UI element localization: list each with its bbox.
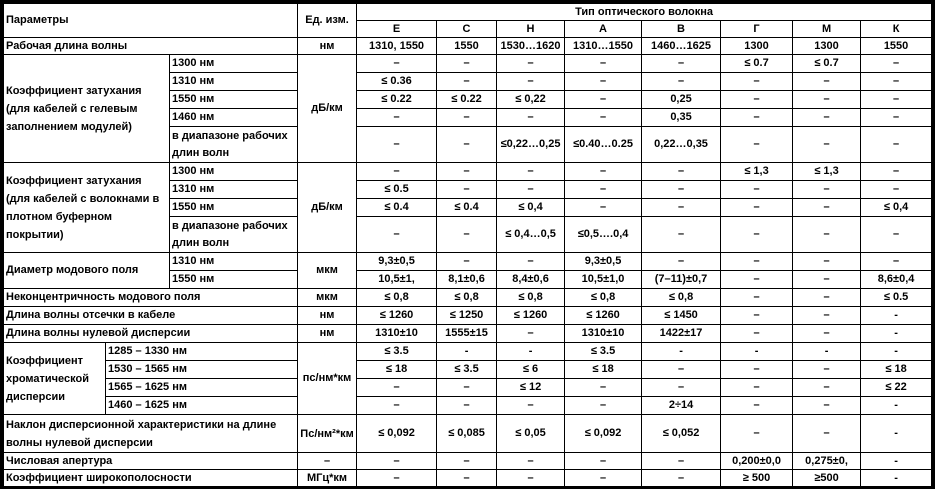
value-cell: –	[793, 109, 861, 127]
unit-cell: мкм	[298, 289, 357, 307]
value-cell: ≤ 0.5	[357, 181, 437, 199]
unit-cell: Пс/нм²*км	[298, 415, 357, 453]
value-cell: -	[861, 470, 932, 487]
row-zero_disp	[4, 325, 932, 343]
value-cell: –	[721, 181, 793, 199]
sub-label: 1530 – 1565 нм	[106, 361, 298, 379]
value-cell: ≤ 12	[497, 379, 565, 397]
row-chrom-0	[4, 343, 932, 361]
sub-label: 1565 – 1625 нм	[106, 379, 298, 397]
value-cell: ≤ 1,3	[721, 163, 793, 181]
sub-label: 1310 нм	[170, 73, 298, 91]
sub-label: в диапазоне рабочих длин волн	[170, 127, 298, 163]
value-cell: 0,22…0,35	[642, 127, 721, 163]
value-cell: –	[565, 181, 642, 199]
value-cell: –	[721, 379, 793, 397]
value-cell: –	[437, 379, 497, 397]
value-cell: –	[793, 217, 861, 253]
value-cell: 0,35	[642, 109, 721, 127]
value-cell: –	[793, 325, 861, 343]
value-cell: -	[861, 453, 932, 470]
header-type-6: М	[793, 21, 861, 38]
row-wavelength	[4, 38, 932, 55]
unit-cell: мкм	[298, 253, 357, 289]
value-cell: –	[793, 199, 861, 217]
value-cell: 8,6±0,4	[861, 271, 932, 289]
header-params: Параметры	[4, 4, 298, 38]
value-cell: ≤0,5….0,4	[565, 217, 642, 253]
param-label: Наклон дисперсионной характеристики на длине волны нулевой дисперсии	[4, 415, 298, 453]
value-cell: –	[642, 470, 721, 487]
sub-label: 1550 нм	[170, 91, 298, 109]
value-cell: 1310±10	[565, 325, 642, 343]
value-cell: ≤ 0,092	[565, 415, 642, 453]
value-cell: ≤ 0.22	[437, 91, 497, 109]
value-cell: –	[721, 73, 793, 91]
value-cell: –	[497, 470, 565, 487]
value-cell: –	[565, 397, 642, 415]
unit-cell: –	[298, 453, 357, 470]
sub-label: 1300 нм	[170, 55, 298, 73]
value-cell: -	[793, 343, 861, 361]
value-cell: –	[437, 470, 497, 487]
value-cell: –	[721, 397, 793, 415]
value-cell: ≤ 3.5	[565, 343, 642, 361]
value-cell: ≤ 0,4	[497, 199, 565, 217]
value-cell: –	[437, 163, 497, 181]
header-fiber-type: Тип оптического волокна	[357, 4, 932, 21]
param-label: Коэффициент широкополосности	[4, 470, 298, 487]
value-cell: –	[437, 55, 497, 73]
value-cell: –	[642, 181, 721, 199]
value-cell: –	[793, 127, 861, 163]
value-cell: 2÷14	[642, 397, 721, 415]
value-cell: –	[721, 253, 793, 271]
value-cell: 9,3±0,5	[357, 253, 437, 271]
row-na	[4, 453, 932, 470]
value-cell: –	[357, 109, 437, 127]
value-cell: 1550	[861, 38, 932, 55]
value-cell: –	[642, 217, 721, 253]
value-cell: –	[793, 289, 861, 307]
value-cell: ≤ 0,8	[565, 289, 642, 307]
unit-cell: нм	[298, 325, 357, 343]
sub-label: 1460 нм	[170, 109, 298, 127]
value-cell: ≤ 0,8	[437, 289, 497, 307]
value-cell: –	[565, 163, 642, 181]
value-cell: –	[721, 361, 793, 379]
value-cell: ≥500	[793, 470, 861, 487]
value-cell: –	[357, 55, 437, 73]
value-cell: –	[497, 163, 565, 181]
value-cell: –	[861, 253, 932, 271]
row-chrom-3	[4, 397, 932, 415]
row-att_gel-0	[4, 55, 932, 73]
unit-cell: нм	[298, 307, 357, 325]
value-cell: –	[642, 361, 721, 379]
header-row	[4, 4, 932, 21]
value-cell: -	[497, 343, 565, 361]
value-cell: –	[437, 397, 497, 415]
fiber-parameters-table	[3, 3, 932, 487]
row-chrom-1	[4, 361, 932, 379]
value-cell: 1460…1625	[642, 38, 721, 55]
value-cell: –	[721, 91, 793, 109]
value-cell: ≤ 22	[861, 379, 932, 397]
unit-cell: нм	[298, 38, 357, 55]
value-cell: –	[437, 127, 497, 163]
value-cell: ≤ 0.4	[357, 199, 437, 217]
value-cell: –	[642, 453, 721, 470]
value-cell: (7–11)±0,7	[642, 271, 721, 289]
sub-label: 1550 нм	[170, 199, 298, 217]
value-cell: –	[497, 109, 565, 127]
value-cell: –	[721, 325, 793, 343]
value-cell: –	[642, 73, 721, 91]
value-cell: –	[793, 307, 861, 325]
value-cell: 1555±15	[437, 325, 497, 343]
row-chrom-2	[4, 379, 932, 397]
value-cell: –	[721, 199, 793, 217]
value-cell: 0,275±0,	[793, 453, 861, 470]
row-slope	[4, 415, 932, 453]
value-cell: ≤ 0,8	[642, 289, 721, 307]
param-label: Числовая апертура	[4, 453, 298, 470]
value-cell: –	[565, 55, 642, 73]
header-unit: Ед. изм.	[298, 4, 357, 38]
header-type-2: Н	[497, 21, 565, 38]
value-cell: –	[497, 253, 565, 271]
sub-label: 1310 нм	[170, 181, 298, 199]
value-cell: -	[861, 415, 932, 453]
header-type-4: В	[642, 21, 721, 38]
value-cell: –	[861, 163, 932, 181]
value-cell: –	[861, 109, 932, 127]
sub-label: 1460 – 1625 нм	[106, 397, 298, 415]
value-cell: ≤ 0.7	[793, 55, 861, 73]
value-cell: ≤ 18	[565, 361, 642, 379]
value-cell: –	[565, 109, 642, 127]
value-cell: 1550	[437, 38, 497, 55]
value-cell: ≤ 1,3	[793, 163, 861, 181]
value-cell: ≤ 18	[357, 361, 437, 379]
value-cell: 9,3±0,5	[565, 253, 642, 271]
value-cell: –	[721, 109, 793, 127]
value-cell: –	[793, 271, 861, 289]
sub-label: в диапазоне рабочих длин волн	[170, 217, 298, 253]
value-cell: –	[793, 181, 861, 199]
unit-cell: пс/нм*км	[298, 343, 357, 415]
value-cell: -	[437, 343, 497, 361]
value-cell: ≤ 3.5	[437, 361, 497, 379]
sub-label: 1300 нм	[170, 163, 298, 181]
value-cell: -	[861, 397, 932, 415]
value-cell: ≤ 0,8	[497, 289, 565, 307]
value-cell: ≤ 0,052	[642, 415, 721, 453]
value-cell: –	[565, 73, 642, 91]
value-cell: –	[642, 55, 721, 73]
value-cell: –	[497, 73, 565, 91]
param-label: Длина волны нулевой дисперсии	[4, 325, 298, 343]
value-cell: 1300	[721, 38, 793, 55]
unit-cell: дБ/км	[298, 163, 357, 253]
value-cell: –	[721, 271, 793, 289]
value-cell: –	[565, 91, 642, 109]
value-cell: 1300	[793, 38, 861, 55]
value-cell: –	[497, 55, 565, 73]
header-type-0: Е	[357, 21, 437, 38]
value-cell: 10,5±1,	[357, 271, 437, 289]
header-type-3: А	[565, 21, 642, 38]
value-cell: ≤ 1250	[437, 307, 497, 325]
value-cell: –	[497, 453, 565, 470]
value-cell: –	[437, 73, 497, 91]
header-type-1: С	[437, 21, 497, 38]
value-cell: –	[642, 253, 721, 271]
value-cell: –	[642, 163, 721, 181]
value-cell: –	[437, 181, 497, 199]
sub-label: 1310 нм	[170, 253, 298, 271]
value-cell: -	[721, 343, 793, 361]
value-cell: -	[861, 343, 932, 361]
value-cell: –	[793, 91, 861, 109]
value-cell: –	[642, 199, 721, 217]
value-cell: ≤ 0.7	[721, 55, 793, 73]
param-label: Длина волны отсечки в кабеле	[4, 307, 298, 325]
value-cell: –	[565, 453, 642, 470]
value-cell: ≤ 0.36	[357, 73, 437, 91]
param-label: Неконцентричность модового поля	[4, 289, 298, 307]
value-cell: –	[497, 397, 565, 415]
row-cutoff	[4, 307, 932, 325]
value-cell: –	[642, 379, 721, 397]
param-label: Диаметр модового поля	[4, 253, 170, 289]
value-cell: –	[565, 379, 642, 397]
value-cell: 8,1±0,6	[437, 271, 497, 289]
value-cell: –	[793, 397, 861, 415]
value-cell: –	[861, 55, 932, 73]
value-cell: -	[642, 343, 721, 361]
value-cell: 10,5±1,0	[565, 271, 642, 289]
value-cell: ≤ 3.5	[357, 343, 437, 361]
value-cell: ≤0,22…0,25	[497, 127, 565, 163]
value-cell: ≤ 0,8	[357, 289, 437, 307]
param-label: Коэффициент затухания (для кабелей с волокнами в плотном буферном покрытии)	[4, 163, 170, 253]
value-cell: –	[793, 73, 861, 91]
value-cell: –	[437, 109, 497, 127]
value-cell: –	[793, 253, 861, 271]
value-cell: –	[861, 73, 932, 91]
param-label: Коэффициент хроматической дисперсии	[4, 343, 106, 415]
value-cell: ≤0.40…0.25	[565, 127, 642, 163]
param-label: Рабочая длина волны	[4, 38, 298, 55]
value-cell: –	[861, 127, 932, 163]
value-cell: ≤ 0,4…0,5	[497, 217, 565, 253]
value-cell: –	[437, 217, 497, 253]
row-bandwidth	[4, 470, 932, 487]
value-cell: 1422±17	[642, 325, 721, 343]
value-cell: –	[861, 91, 932, 109]
row-noncentric	[4, 289, 932, 307]
sub-label: 1285 – 1330 нм	[106, 343, 298, 361]
sub-label: 1550 нм	[170, 271, 298, 289]
value-cell: –	[721, 289, 793, 307]
value-cell: ≤ 1260	[357, 307, 437, 325]
value-cell: ≤ 0.4	[437, 199, 497, 217]
value-cell: ≤ 1260	[497, 307, 565, 325]
value-cell: –	[357, 217, 437, 253]
value-cell: –	[721, 307, 793, 325]
value-cell: –	[861, 217, 932, 253]
value-cell: –	[357, 379, 437, 397]
header-type-7: К	[861, 21, 932, 38]
value-cell: –	[721, 127, 793, 163]
value-cell: -	[861, 307, 932, 325]
value-cell: –	[721, 217, 793, 253]
value-cell: –	[357, 163, 437, 181]
value-cell: ≤ 1260	[565, 307, 642, 325]
value-cell: –	[861, 181, 932, 199]
value-cell: 1310, 1550	[357, 38, 437, 55]
value-cell: -	[861, 325, 932, 343]
value-cell: –	[437, 453, 497, 470]
value-cell: 1310…1550	[565, 38, 642, 55]
value-cell: ≤ 0,085	[437, 415, 497, 453]
value-cell: –	[793, 379, 861, 397]
value-cell: 0,200±0,0	[721, 453, 793, 470]
value-cell: ≤ 0.22	[357, 91, 437, 109]
value-cell: –	[565, 470, 642, 487]
value-cell: –	[437, 253, 497, 271]
value-cell: 8,4±0,6	[497, 271, 565, 289]
value-cell: ≤ 0,092	[357, 415, 437, 453]
value-cell: –	[497, 181, 565, 199]
value-cell: ≤ 0,4	[861, 199, 932, 217]
value-cell: –	[793, 361, 861, 379]
value-cell: –	[357, 127, 437, 163]
value-cell: ≤ 0.5	[861, 289, 932, 307]
value-cell: ≤ 6	[497, 361, 565, 379]
unit-cell: МГц*км	[298, 470, 357, 487]
unit-cell: дБ/км	[298, 55, 357, 163]
value-cell: ≤ 1450	[642, 307, 721, 325]
value-cell: 1310±10	[357, 325, 437, 343]
value-cell: –	[357, 470, 437, 487]
value-cell: ≤ 0,05	[497, 415, 565, 453]
header-type-5: Г	[721, 21, 793, 38]
value-cell: 0,25	[642, 91, 721, 109]
value-cell: ≥ 500	[721, 470, 793, 487]
value-cell: –	[721, 415, 793, 453]
row-mfd-0	[4, 253, 932, 271]
value-cell: –	[497, 325, 565, 343]
value-cell: –	[357, 397, 437, 415]
value-cell: –	[565, 199, 642, 217]
param-label: Коэффициент затухания (для кабелей с гелевым заполнением модулей)	[4, 55, 170, 163]
row-att_tight-0	[4, 163, 932, 181]
value-cell: –	[357, 453, 437, 470]
value-cell: 1530…1620	[497, 38, 565, 55]
value-cell: –	[793, 415, 861, 453]
value-cell: ≤ 18	[861, 361, 932, 379]
value-cell: ≤ 0,22	[497, 91, 565, 109]
